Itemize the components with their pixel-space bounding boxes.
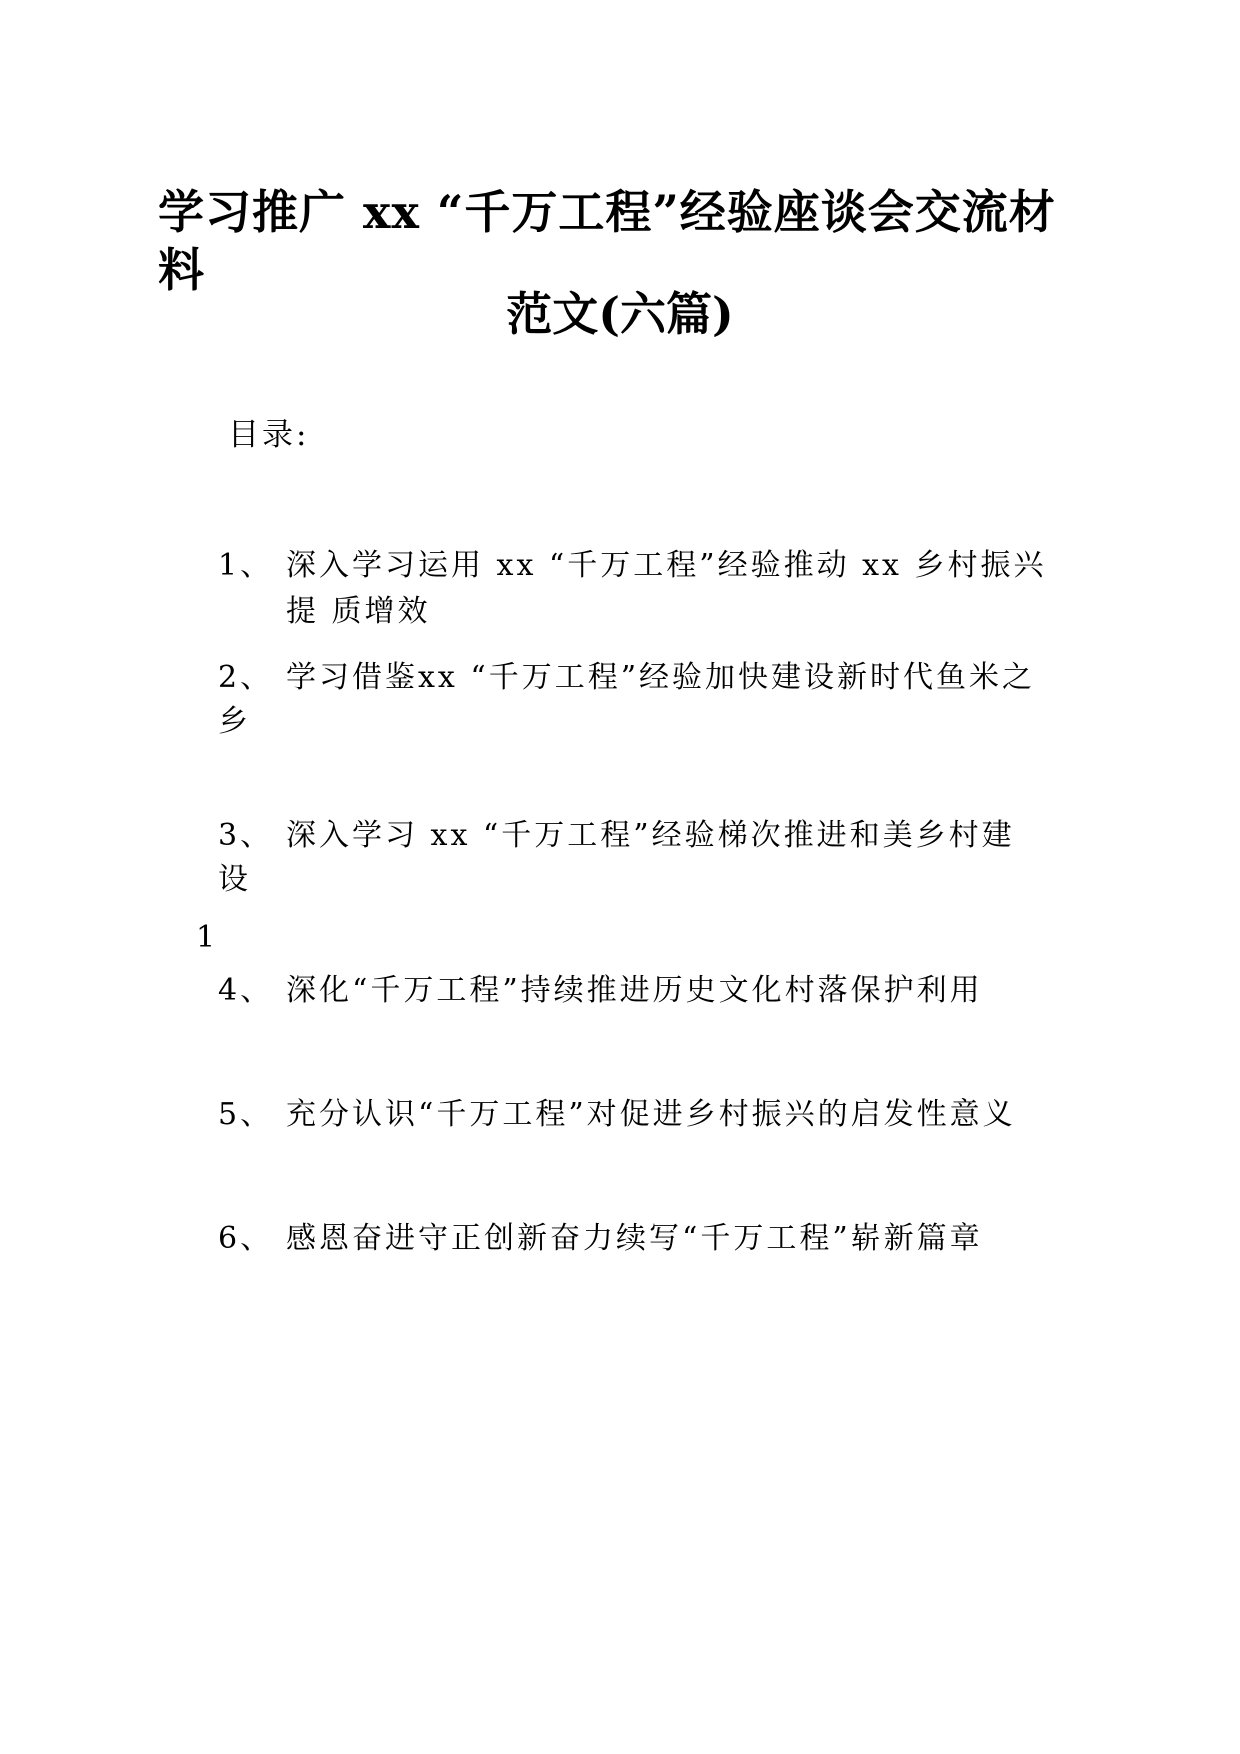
toc-item-4 xyxy=(218,968,1078,1014)
toc-item-3-continuation: 设 xyxy=(218,862,251,897)
toc-heading: 目录: xyxy=(228,417,310,453)
toc-item-number: 2、 xyxy=(218,660,274,695)
toc-item-text: 学习借鉴xx “千万工程”经验加快建设新时代鱼米之 xyxy=(286,660,1036,695)
toc-item-number: 1、 xyxy=(218,548,274,583)
toc-item-number: 3、 xyxy=(218,818,274,853)
toc-item-text: 感恩奋进守正创新奋力续写“千万工程”崭新篇章 xyxy=(286,1221,983,1256)
toc-item-text: 深入学习运用 xx “千万工程”经验推动 xx 乡村振兴 xyxy=(286,548,1047,583)
toc-item-text: 充分认识“千万工程”对促进乡村振兴的启发性意义 xyxy=(286,1097,1016,1132)
toc-item-number: 6、 xyxy=(218,1221,274,1256)
toc-item-text: 深入学习 xx “千万工程”经验梯次推进和美乡村建 xyxy=(286,818,1015,853)
toc-item-2-continuation: 乡 xyxy=(218,704,251,739)
toc-item-1 xyxy=(218,543,1078,589)
toc-item-2 xyxy=(218,655,1078,701)
document-title-line-2: 料 xyxy=(158,243,204,297)
toc-item-5 xyxy=(218,1092,1078,1138)
toc-item-number: 4、 xyxy=(218,973,274,1008)
page-number: 1 xyxy=(196,920,216,955)
toc-item-number: 5、 xyxy=(218,1097,274,1132)
document-subtitle: 范文(六篇) xyxy=(506,287,734,341)
toc-item-text: 深化“千万工程”持续推进历史文化村落保护利用 xyxy=(286,973,983,1008)
toc-item-1-continuation: 提 质增效 xyxy=(286,594,431,629)
toc-item-3 xyxy=(218,813,1078,859)
toc-item-6 xyxy=(218,1216,1078,1262)
document-title-line-1: 学习推广 xx “千万工程”经验座谈会交流材 xyxy=(158,185,1056,239)
